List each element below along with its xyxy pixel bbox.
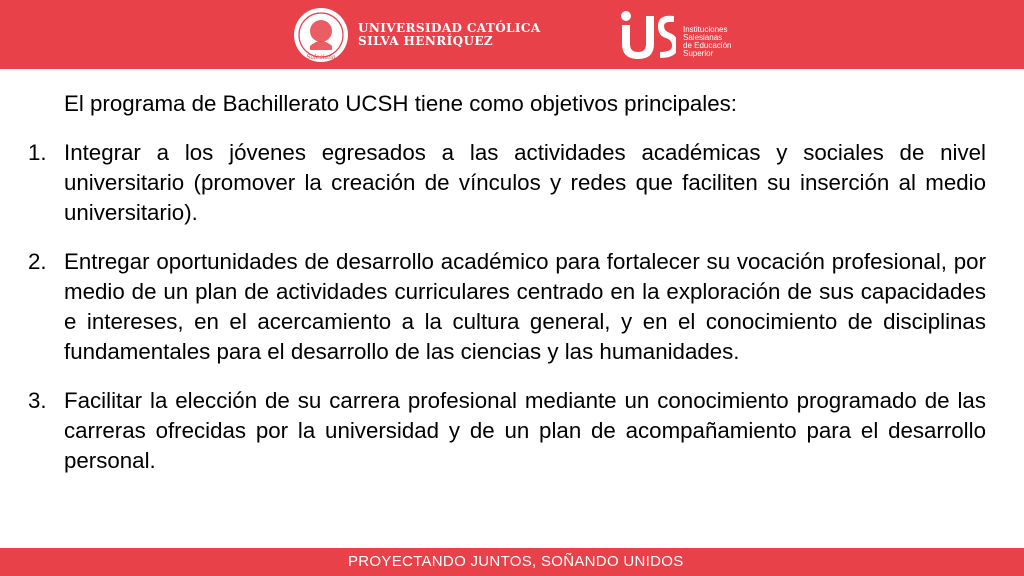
university-seal-logo bbox=[292, 6, 350, 64]
objective-text: Entregar oportunidades de desarrollo académico para fortalecer su vocación profesional, por medio de un plan de actividades curriculares centrado en la exploración de sus capacidades e intereses, en el acercamiento a la cultura general, y en el conocimiento de disciplinas fundamentales para el desarrollo de las ciencias y las humanidades. bbox=[64, 249, 986, 364]
objective-item bbox=[28, 247, 986, 367]
objective-number: 1. bbox=[28, 140, 47, 165]
slide-body bbox=[28, 89, 986, 495]
objective-item bbox=[28, 386, 986, 476]
ies-logo-icon bbox=[620, 10, 676, 60]
footer-bar bbox=[0, 548, 1024, 576]
university-name-line2: SILVA HENRÍQUEZ bbox=[358, 34, 494, 48]
ies-line: Instituciones bbox=[683, 25, 728, 34]
objective-text: Integrar a los jóvenes egresados a las actividades académicas y sociales de nivel universitario (promover la creación de vínculos y redes que faciliten su inserción al medio universitario). bbox=[64, 140, 986, 225]
ies-name bbox=[683, 26, 731, 58]
objective-number: 3. bbox=[28, 388, 47, 413]
university-name-line1: UNIVERSIDAD CATÓLICA bbox=[358, 21, 541, 35]
intro-text: El programa de Bachillerato UCSH tiene como objetivos principales: bbox=[64, 91, 737, 116]
header-bar bbox=[0, 0, 1024, 69]
objective-item bbox=[28, 138, 986, 228]
ies-line: Salesianas bbox=[683, 33, 723, 42]
ies-line: de Educación bbox=[683, 41, 732, 50]
seal-text: Salesiana bbox=[306, 54, 336, 61]
objective-number: 2. bbox=[28, 249, 47, 274]
objective-text: Facilitar la elección de su carrera profesional mediante un conocimiento programado de las carreras ofrecidas por la universidad y de un plan de acompañamiento para el desarrollo personal. bbox=[64, 388, 986, 473]
ies-line: Superior bbox=[683, 49, 714, 58]
footer-slogan: PROYECTANDO JUNTOS, SOÑANDO UNIDOS bbox=[348, 553, 684, 570]
university-name bbox=[358, 22, 541, 48]
